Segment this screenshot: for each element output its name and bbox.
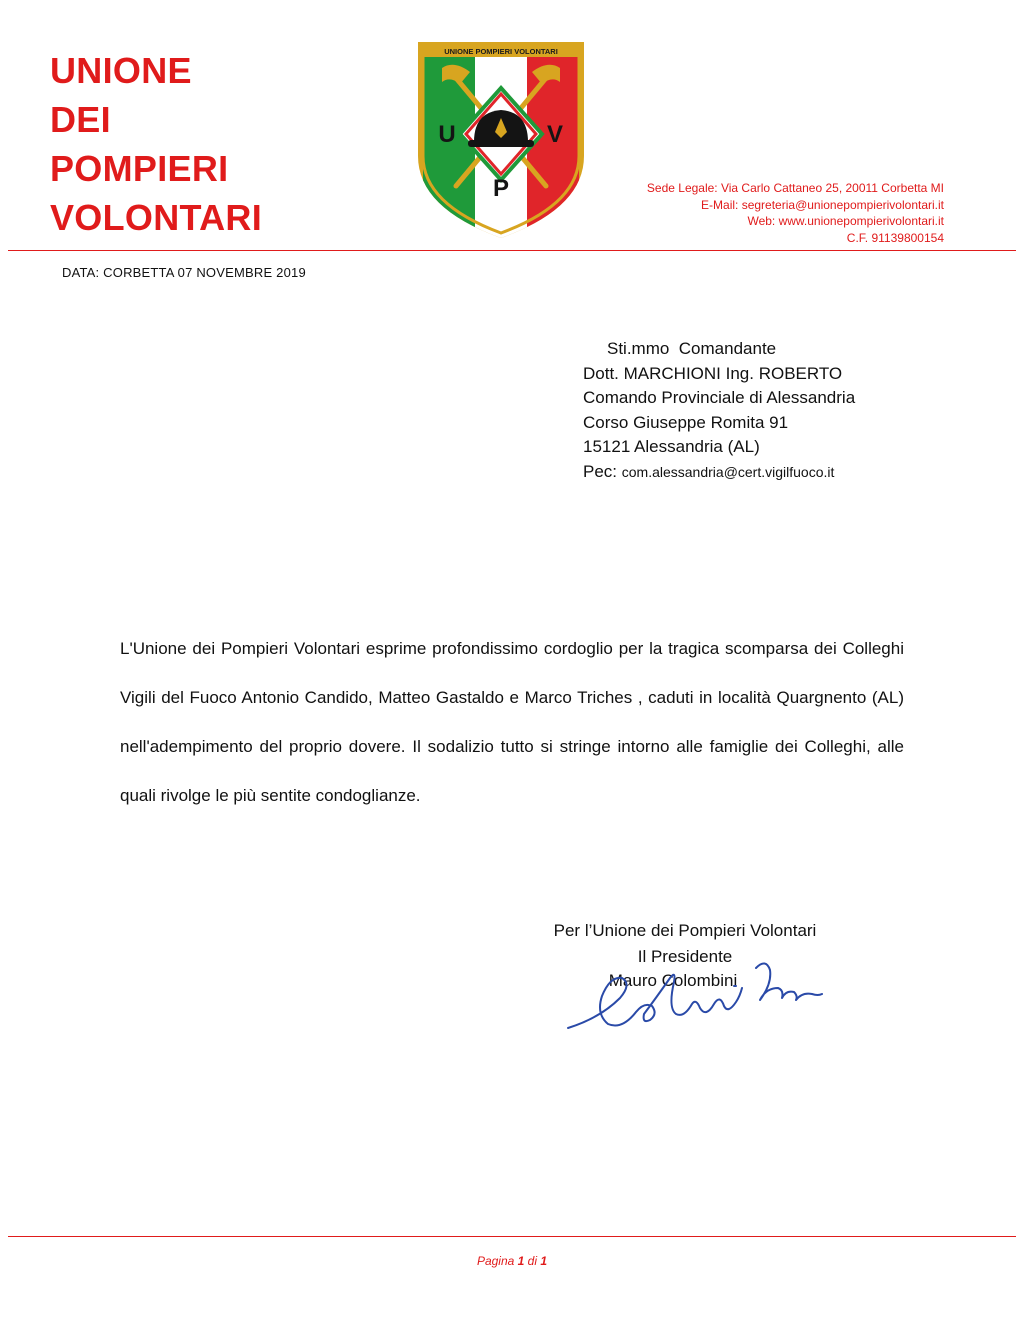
tax-code: C.F. 91139800154 [846, 230, 944, 245]
org-name [50, 46, 262, 242]
logo-letter-p: P [492, 175, 510, 202]
pec-value: com.alessandria@cert.vigilfuoco.it [621, 463, 835, 480]
upv-shield-logo [414, 38, 588, 242]
body-paragraph: L'Unione dei Pompieri Volontari esprime profondissimo cordoglio per la tragica scomparsa dei Colleghi Vigili del Fuoco Antonio Candido, Matteo Gastaldo e Marco Triches , caduti in località Quargnento (AL) nell'adempimento del proprio dovere. Il sodalizio tutto si stringe intorno alle famiglie dei Colleghi, alle quali rivolge le più sentite condoglianze. [120, 639, 904, 805]
date-line: DATA: CORBETTA 07 NOVEMBRE 2019 [62, 265, 306, 280]
logo-banner-text: UNIONE POMPIERI VOLONTARI [444, 47, 558, 56]
page-number [0, 1254, 1024, 1268]
contact-block [647, 180, 944, 246]
recipient-street: Corso Giuseppe Romita 91 [583, 412, 789, 432]
signature-name: Mauro Colombini [608, 971, 738, 990]
page-current: 1 [517, 1254, 525, 1268]
recipient-name: Dott. MARCHIONI Ing. ROBERTO [583, 363, 843, 383]
header-divider [8, 250, 1016, 251]
footer-divider [8, 1236, 1016, 1237]
org-name-line-2: DEI [50, 99, 111, 140]
logo-letter-u: U [438, 121, 456, 148]
recipient-pec [583, 460, 855, 485]
recipient-city: 15121 Alessandria (AL) [583, 437, 760, 456]
recipient-salutation: Sti.mmo Comandante [607, 339, 777, 358]
org-name-line-1: UNIONE [50, 50, 192, 91]
signature-org-line: Per l’Unione dei Pompieri Volontari [553, 921, 817, 940]
legal-address: Sede Legale: Via Carlo Cattaneo 25, 20011 Corbetta MI [646, 181, 944, 195]
pec-label: Pec: [583, 461, 622, 481]
page-total: 1 [540, 1254, 548, 1268]
recipient-block [583, 337, 855, 484]
web-line: Web: www.unionepompierivolontari.it [747, 214, 944, 228]
org-name-line-4: VOLONTARI [50, 197, 263, 238]
org-name-line-3: POMPIERI [50, 148, 229, 189]
handwritten-signature [560, 948, 830, 1038]
logo-letter-v: V [546, 121, 564, 148]
page-prefix: Pagina [476, 1254, 518, 1268]
signature-role: Il Presidente [637, 947, 733, 966]
recipient-office: Comando Provinciale di Alessandria [583, 388, 856, 407]
email-line: E-Mail: segreteria@unionepompierivolontari.it [701, 197, 944, 212]
page-sep: di [524, 1254, 541, 1268]
